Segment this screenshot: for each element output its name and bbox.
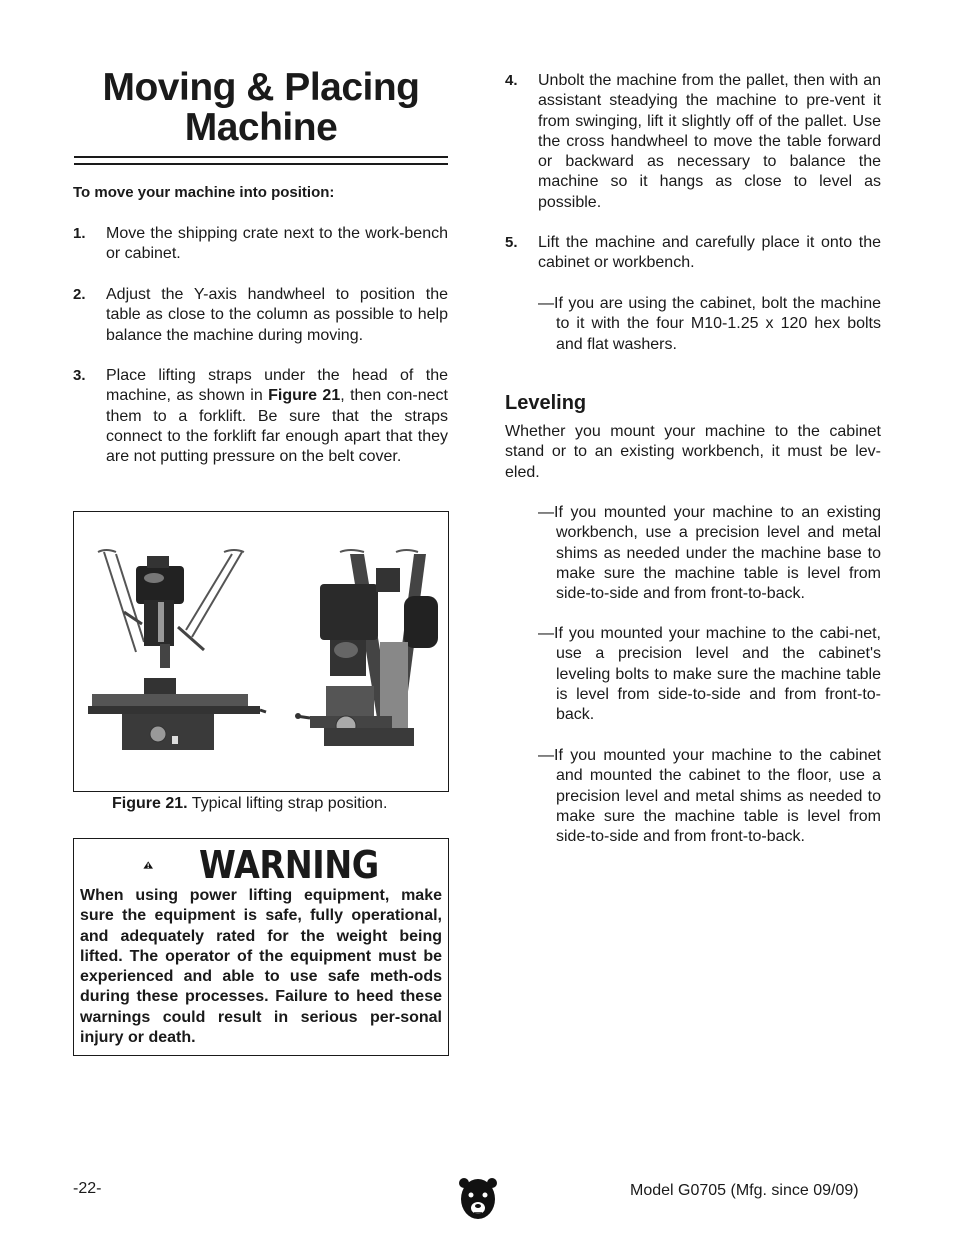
page-title: Moving & Placing Machine bbox=[102, 66, 420, 149]
title-rule-top bbox=[74, 156, 448, 158]
figure-caption-text: Typical lifting strap position. bbox=[187, 795, 388, 812]
warning-heading: WARNING bbox=[199, 843, 379, 887]
leveling-intro: Whether you mount your machine to the cabinet stand or to an existing workbench, it must be lev-eled. bbox=[505, 423, 881, 481]
figure-caption bbox=[112, 795, 387, 813]
step-number: 4. bbox=[505, 72, 518, 89]
step-text-part: Place lifting straps under the head of the machine, as shown in bbox=[106, 367, 448, 405]
figure-reference: Figure 21 bbox=[268, 387, 341, 405]
step-number: 2. bbox=[73, 286, 86, 303]
leveling-item: —If you mounted your machine to an existing workbench, use a precision level and metal shims as needed under the machine base to make sure the machine table is level from side-to-side and from front-to-back. bbox=[538, 504, 881, 603]
step-number: 1. bbox=[73, 225, 86, 242]
bear-logo-icon bbox=[458, 1175, 498, 1223]
leveling-heading: Leveling bbox=[505, 392, 587, 414]
figure-label: Figure 21. bbox=[112, 795, 188, 812]
model-info: Model G0705 (Mfg. since 09/09) bbox=[630, 1182, 859, 1199]
step-note: —If you are using the cabinet, bolt the machine to it with the four M10-1.25 x 120 hex bolts and flat washers. bbox=[538, 295, 881, 353]
leveling-item: —If you mounted your machine to the cabi-net, use a precision level and the cabinet's leveling bolts to make sure the machine table is level from side-to-side and from front-to-back. bbox=[538, 625, 881, 724]
lifting-strap-photo bbox=[74, 512, 448, 791]
title-rule-bottom bbox=[74, 163, 448, 165]
step-text-part: , then con-nect them to a forklift. Be sure that the straps connect to the forklift far enough apart that they are not putting pressure on the belt cover. bbox=[106, 387, 448, 466]
step-text: Move the shipping crate next to the work-bench or cabinet. bbox=[106, 225, 448, 263]
intro-heading: To move your machine into position: bbox=[73, 184, 335, 201]
page-number: -22- bbox=[73, 1180, 102, 1197]
warning-text: When using power lifting equipment, make sure the equipment is safe, fully operational, and adequately rated for the weight being lifted. The operator of the equipment must be experienced and able to use safe meth-ods during these processes. Failure to heed these warnings could result in serious per-sonal injury or death. bbox=[80, 887, 442, 1047]
step-number: 3. bbox=[73, 367, 86, 384]
step-text: Lift the machine and carefully place it onto the cabinet or workbench. bbox=[538, 234, 881, 272]
step-number: 5. bbox=[505, 234, 518, 251]
step-text: Adjust the Y-axis handwheel to position the table as close to the column as possible to help balance the machine during moving. bbox=[106, 286, 448, 344]
warning-triangle-icon bbox=[143, 843, 199, 887]
leveling-item: —If you mounted your machine to the cabinet and mounted the cabinet to the floor, use a precision level and metal shims as needed to make sure the machine table is level from side-to-side and from front-to-back. bbox=[538, 747, 881, 846]
step-text: Unbolt the machine from the pallet, then with an assistant steadying the machine to pre-vent it from swinging, lift it slightly off of the pallet. Use the cross handwheel to move the table forward or backward as necessary to balance the machine so it hangs as close to level as possible. bbox=[538, 72, 881, 211]
step-text bbox=[106, 366, 448, 467]
figure-21-frame bbox=[73, 511, 449, 792]
